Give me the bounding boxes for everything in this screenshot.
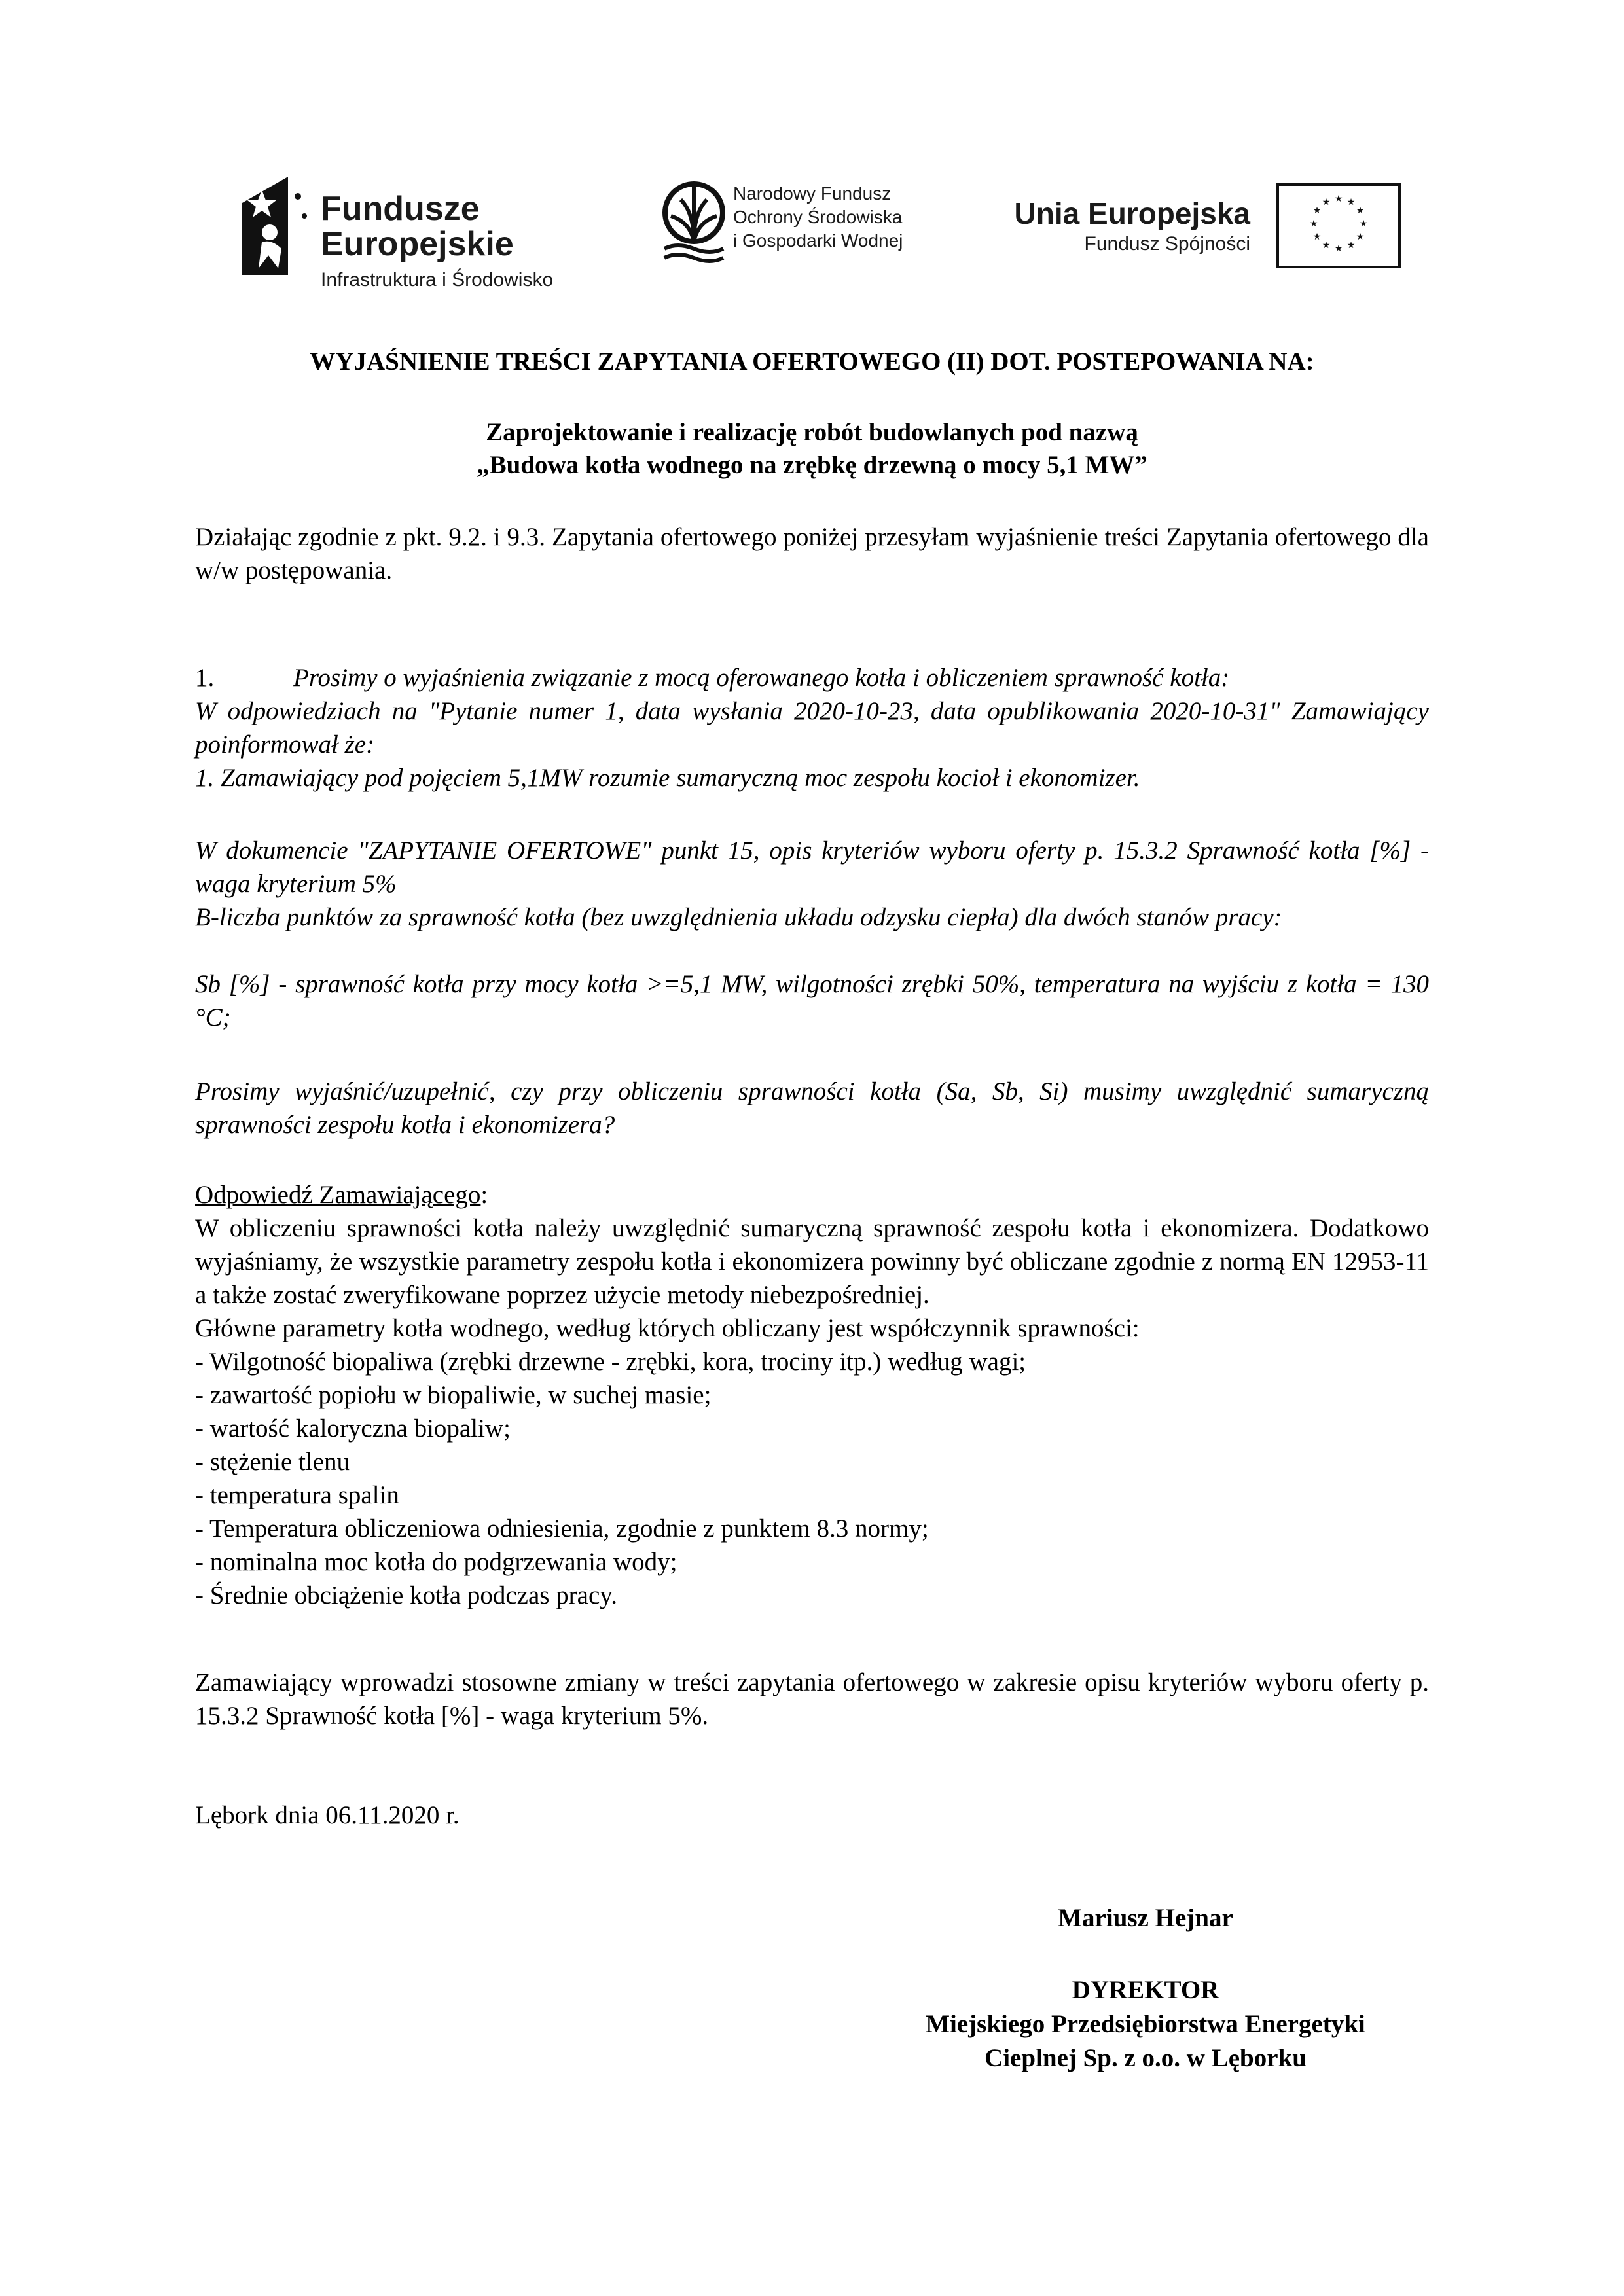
fe-line-2: Europejskie [321, 225, 514, 263]
question-heading-text: Prosimy o wyjaśnienia związanie z mocą oferowanego kotła i obliczeniem sprawność kotła: [293, 664, 1230, 692]
question-block [195, 661, 1429, 795]
question-paragraph-1b: 1. Zamawiający pod pojęciem 5,1MW rozumie sumaryczną moc zespołu kocioł i ekonomizer. [195, 764, 1140, 792]
answer-parameter-list [195, 1345, 1429, 1612]
list-item: - Temperatura obliczeniowa odniesienia, zgodnie z punktem 8.3 normy; [195, 1515, 929, 1543]
signer-organization-line-1: Miejskiego Przedsiębiorstwa Energetyki [926, 2010, 1365, 2038]
list-item: - wartość kaloryczna biopaliw; [195, 1414, 511, 1443]
fe-line-3: Infrastruktura i Środowisko [321, 269, 554, 291]
answer-paragraph-2: Główne parametry kotła wodnego, według których obliczany jest współczynnik sprawności: [195, 1314, 1140, 1342]
place-date: Lębork dnia 06.11.2020 r. [195, 1801, 460, 1829]
signer-title: DYREKTOR [1072, 1976, 1219, 2004]
svg-text:★: ★ [1309, 219, 1318, 229]
answer-label: Odpowiedź Zamawiającego [195, 1181, 481, 1209]
document-subtitle [195, 416, 1429, 482]
nf-line-1: Narodowy Fundusz [733, 183, 892, 204]
list-item: - Wilgotność biopaliwa (zrębki drzewne - zrębki, kora, trociny itp.) według wagi; [195, 1348, 1026, 1376]
fundusze-europejskie-logo-icon [242, 177, 311, 275]
list-item: - nominalna moc kotła do podgrzewania wody; [195, 1548, 677, 1576]
header-logos [236, 157, 1414, 291]
ue-line-1: Unia Europejska [1014, 196, 1250, 230]
list-item: - temperatura spalin [195, 1481, 399, 1509]
logo-nfosigw [661, 170, 936, 281]
logo-unia-europejska [988, 170, 1414, 281]
signer-block [851, 1973, 1440, 2075]
signer-organization-line-2: Cieplnej Sp. z o.o. w Lęborku [984, 2044, 1307, 2072]
question-heading [195, 661, 1429, 694]
answer-heading [195, 1178, 1429, 1211]
svg-text:★: ★ [1312, 232, 1322, 242]
ue-line-2: Fundusz Spójności [1084, 233, 1250, 255]
intro-paragraph: Działając zgodnie z pkt. 9.2. i 9.3. Zapytania ofertowego poniżej przesyłam wyjaśnienie treści Zapytania ofertowego dla w/w postępowania. [195, 523, 1429, 584]
question-paragraph-3: B-liczba punktów za sprawność kotła (bez uwzględnienia układu odzysku ciepła) dla dwóch stanów pracy: [195, 903, 1282, 931]
document-title: WYJAŚNIENIE TREŚCI ZAPYTANIA OFERTOWEGO (II) DOT. POSTEPOWANIA NA: [310, 348, 1314, 376]
subtitle-line-2: „Budowa kotła wodnego na zrębkę drzewną o mocy 5,1 MW” [477, 451, 1147, 479]
nf-line-3: i Gospodarki Wodnej [733, 230, 903, 251]
question-paragraph-2: W dokumencie "ZAPYTANIE OFERTOWE" punkt 15, opis kryteriów wyboru oferty p. 15.3.2 Sprawność kotła [%] - waga kryterium 5% [195, 836, 1429, 898]
svg-text:★: ★ [1322, 240, 1331, 251]
svg-text:★: ★ [1312, 206, 1322, 216]
list-item: - stężenie tlenu [195, 1448, 350, 1476]
question-paragraph-5: Prosimy wyjaśnić/uzupełnić, czy przy obliczeniu sprawności kotła (Sa, Sb, Si) musimy uwzględnić sumaryczną sprawności zespołu kotła i ekonomizera? [195, 1077, 1429, 1139]
fe-line-1: Fundusze [321, 190, 480, 228]
answer-paragraph-1: W obliczeniu sprawności kotła należy uwzględnić sumaryczną sprawność zespołu kotła i ekonomizera. Dodatkowo wyjaśniamy, że wszystkie parametry zespołu kotła i ekonomizera powinny być obliczane zgodnie z normą EN 12953-11 a także zostać zweryfikowane poprzez użycie metody niebezpośredniej. [195, 1214, 1429, 1309]
eu-flag-icon [1276, 183, 1401, 268]
list-item: - Średnie obciążenie kotła podczas pracy. [195, 1581, 618, 1609]
svg-text:★: ★ [1334, 194, 1343, 204]
subtitle-line-1: Zaprojektowanie i realizację robót budowlanych pod nazwą [486, 418, 1138, 446]
svg-text:★: ★ [1322, 197, 1331, 207]
question-paragraph-1: W odpowiedziach na "Pytanie numer 1, data wysłania 2020-10-23, data opublikowania 2020-10-31" Zamawiający poinformował że: [195, 697, 1429, 759]
signer-name: Mariusz Hejnar [1058, 1904, 1233, 1932]
list-item: - zawartość popiołu w biopaliwie, w suchej masie; [195, 1381, 712, 1409]
question-paragraph-4: Sb [%] - sprawność kotła przy mocy kotła >=5,1 MW, wilgotności zrębki 50%, temperatura na wyjściu z kotła = 130 °C; [195, 970, 1429, 1031]
nfosigw-logo-icon [661, 177, 727, 268]
answer-colon: : [480, 1181, 488, 1209]
nf-line-2: Ochrony Środowiska [733, 207, 903, 227]
svg-text:★: ★ [1334, 243, 1343, 254]
logo-fundusze-europejskie [236, 170, 602, 291]
svg-text:★: ★ [1356, 232, 1365, 242]
answer-paragraph-3: Zamawiający wprowadzi stosowne zmiany w treści zapytania ofertowego w zakresie opisu kryteriów wyboru oferty p. 15.3.2 Sprawność kotła [%] - waga kryterium 5%. [195, 1668, 1429, 1730]
svg-text:★: ★ [1356, 206, 1365, 216]
svg-text:★: ★ [1346, 197, 1356, 207]
svg-text:★: ★ [1359, 219, 1368, 229]
answer-block [195, 1178, 1429, 1612]
question-number: 1. [195, 664, 215, 692]
svg-text:★: ★ [1346, 240, 1356, 251]
